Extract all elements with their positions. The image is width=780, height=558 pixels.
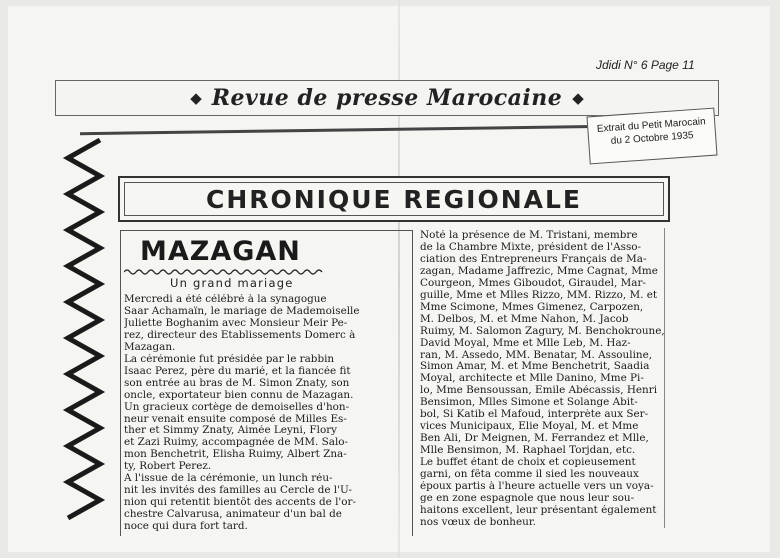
article-text-line: Mazagan.: [124, 341, 176, 353]
article-text-line: ge en zone espagnole que nous leur sou-: [420, 492, 635, 504]
article-text-line: M. Delbos, M. et Mme Nahon, M. Jacob: [420, 313, 629, 325]
article-subheading: Un grand mariage: [170, 276, 294, 290]
article-text-line: bol, Si Katib el Mafoud, interprète aux Ser-: [420, 409, 649, 421]
article-text-line: haitons excellent, leur présentant également: [420, 504, 657, 516]
page-reference: Jdidi N° 6 Page 11: [596, 58, 695, 72]
article-text-line: ran, M. Assedo, MM. Benatar, M. Assouline,: [420, 349, 653, 361]
article-text-line: vices Municipaux, Elie Moyal, M. et Mme: [420, 421, 639, 433]
article-text-line: garni, on fêta comme il sied les nouveaux: [420, 469, 639, 481]
article-text-line: Un gracieux cortège de demoiselles d'hon-: [124, 401, 350, 413]
article-text-line: ty, Robert Perez.: [124, 461, 212, 473]
article-text-line: A l'issue de la cérémonie, un lunch réu-: [124, 473, 333, 485]
article-text-line: oncle, exportateur bien connu de Mazagan.: [124, 389, 354, 401]
article-text-line: nos vœux de bonheur.: [420, 516, 536, 528]
article-text-line: Courgeon, Mmes Giboudot, Giraudel, Mar-: [420, 277, 646, 289]
article-text-line: guille, Mme et Mlles Rizzo, MM. Rizzo, M. et: [420, 289, 658, 301]
article-left-column: [124, 294, 410, 533]
article-text-line: Bensimon, Mlles Simone et Solange Abit-: [420, 397, 638, 409]
article-text-line: lo, Mme Bensoussan, Emile Abécassis, Henri: [420, 385, 658, 397]
section-title-box: [118, 176, 670, 222]
article-text-line: La cérémonie fut présidée par le rabbin: [124, 353, 335, 365]
article-text-line: chestre Calvarusa, animateur d'un bal de: [124, 509, 342, 521]
section-title: CHRONIQUE REGIONALE: [205, 184, 582, 214]
article-text-line: rez, directeur des Etablissements Domerc à: [124, 329, 356, 341]
article-text-line: Juliette Boghanim avec Monsieur Meir Pe-: [124, 317, 348, 329]
article-text-line: son entrée au bras de M. Simon Znaty, son: [124, 377, 350, 389]
article-text-line: zagan, Madame Jaffrezic, Mme Cagnat, Mme: [420, 265, 658, 277]
article-text-line: Isaac Perez, père du marié, et la fiancée fit: [124, 365, 351, 377]
article-text-line: Mlle Bensimon, M. Raphael Torjdan, etc.: [420, 445, 636, 457]
article-text-line: mon Benchetrit, Elisha Ruimy, Albert Zna-: [124, 449, 347, 461]
article-text-line: époux partis à l'heure actuelle vers un voya-: [420, 481, 654, 493]
article-text-line: Ruimy, M. Salomon Zagury, M. Benchokroune,: [420, 325, 665, 337]
article-text-line: neur venait ensuite composé de Milles Es-: [124, 413, 347, 425]
article-text-line: David Moyal, Mme et Mlle Leb, M. Haz-: [420, 337, 631, 349]
article-text-line: Moyal, architecte et Mlle Danino, Mme Pi-: [420, 373, 644, 385]
article-text-line: et Zazi Ruimy, accompagnée de MM. Salo-: [124, 437, 349, 449]
article-text-line: ther et Simmy Znaty, Aimée Leyni, Flory: [124, 425, 338, 437]
extrait-date: du 2 Octobre 1935: [610, 130, 694, 147]
article-text-line: nit les invités des familles au Cercle de l'U-: [124, 485, 353, 497]
article-text-line: nion qui retentit bientôt des accents de l'or-: [124, 497, 357, 509]
article-text-line: Mme Scimone, Mmes Gimenez, Carpozen,: [420, 301, 644, 313]
diamond-right-icon: ◆: [572, 89, 584, 107]
zigzag-border-decoration: [60, 130, 108, 530]
article-text-line: ciation des Entrepreneurs Français de Ma-: [420, 253, 647, 265]
article-text-line: Ben Ali, Dr Meignen, M. Ferrandez et Mlle,: [420, 433, 649, 445]
article-text-line: de la Chambre Mixte, président de l'Asso-: [420, 241, 642, 253]
article-text-line: noce qui dura fort tard.: [124, 521, 248, 533]
article-text-line: Le buffet étant de choix et copieusement: [420, 457, 636, 469]
diamond-left-icon: ◆: [190, 89, 202, 107]
article-city-heading: MAZAGAN: [140, 236, 301, 267]
revue-title: Revue de presse Marocaine: [211, 85, 563, 111]
article-text-line: Simon Amar, M. et Mme Benchetrit, Saadia: [420, 361, 650, 373]
article-text-line: Mercredi a été célébré à la synagogue: [124, 294, 327, 305]
article-text-line: Noté la présence de M. Tristani, membre: [420, 230, 638, 241]
revue-banner: [55, 80, 719, 116]
extrait-source: Extrait du Petit Marocain: [596, 116, 706, 135]
extrait-label: [586, 108, 717, 165]
wavy-rule: [124, 268, 324, 276]
article-right-column: [420, 230, 666, 529]
article-text-line: Saar Achamaïn, le mariage de Mademoiselle: [124, 305, 360, 317]
